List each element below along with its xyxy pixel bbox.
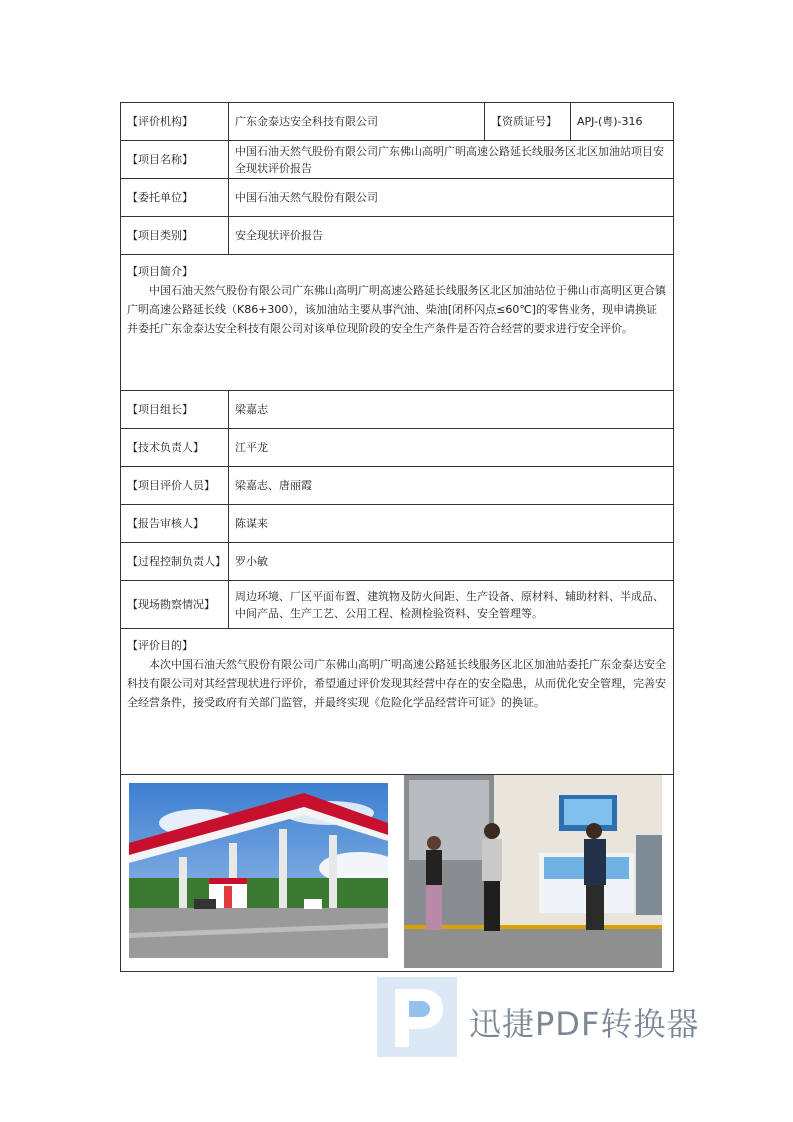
pdf-converter-logo-icon bbox=[377, 977, 457, 1057]
survey-label: 【现场勘察情况】 bbox=[121, 581, 229, 629]
intro-text: 中国石油天然气股份有限公司广东佛山高明广明高速公路延长线服务区北区加油站位于佛山市高明区更合镇广明高速公路延长线（K86+300），该加油站主要从事汽油、柴油[闭杯闪点≤60℃]的零售业务，现申请换证并委托广东金泰达安全科技有限公司对该单位现阶段的安全生产条件是否符合经营的要求进行安全评价。 bbox=[127, 284, 666, 335]
client-label: 【委托单位】 bbox=[121, 179, 229, 217]
process-label: 【过程控制负责人】 bbox=[121, 543, 229, 581]
site-photos bbox=[121, 775, 674, 972]
gas-station-photo bbox=[129, 783, 388, 958]
project-name-value: 中国石油天然气股份有限公司广东佛山高明广明高速公路延长线服务区北区加油站项目安全现状评价报告 bbox=[229, 141, 674, 179]
report-table bbox=[120, 102, 674, 972]
leader-label: 【项目组长】 bbox=[121, 391, 229, 429]
reviewer-value: 陈谋来 bbox=[229, 505, 674, 543]
evaluators-label: 【项目评价人员】 bbox=[121, 467, 229, 505]
project-name-label: 【项目名称】 bbox=[121, 141, 229, 179]
project-intro bbox=[121, 255, 674, 391]
watermark-text: 迅捷PDF转换器 bbox=[469, 1005, 700, 1043]
eval-purpose bbox=[121, 629, 674, 775]
site-inspection-photo bbox=[404, 775, 662, 968]
client-value: 中国石油天然气股份有限公司 bbox=[229, 179, 674, 217]
eval-org-label: 【评价机构】 bbox=[121, 103, 229, 141]
watermark bbox=[377, 977, 737, 1057]
cert-label: 【资质证号】 bbox=[485, 103, 571, 141]
purpose-title: 【评价目的】 bbox=[127, 639, 193, 652]
tech-label: 【技术负责人】 bbox=[121, 429, 229, 467]
eval-org-value: 广东金泰达安全科技有限公司 bbox=[229, 103, 485, 141]
leader-value: 梁嘉志 bbox=[229, 391, 674, 429]
category-label: 【项目类别】 bbox=[121, 217, 229, 255]
purpose-text: 本次中国石油天然气股份有限公司广东佛山高明广明高速公路延长线服务区北区加油站委托广东金泰达安全科技有限公司对其经营现状进行评价，希望通过评价发现其经营中存在的安全隐患，从而优化安全管理，完善安全经营条件，接受政府有关部门监管，并最终实现《危险化学品经营许可证》的换证。 bbox=[127, 658, 666, 709]
process-value: 罗小敏 bbox=[229, 543, 674, 581]
cert-value: APJ-(粤)-316 bbox=[571, 103, 674, 141]
reviewer-label: 【报告审核人】 bbox=[121, 505, 229, 543]
category-value: 安全现状评价报告 bbox=[229, 217, 674, 255]
evaluators-value: 梁嘉志、唐丽霞 bbox=[229, 467, 674, 505]
survey-value: 周边环境、厂区平面布置、建筑物及防火间距、生产设备、原材料、辅助材料、半成品、中间产品、生产工艺、公用工程、检测检验资料、安全管理等。 bbox=[229, 581, 674, 629]
intro-title: 【项目简介】 bbox=[127, 265, 193, 278]
tech-value: 江平龙 bbox=[229, 429, 674, 467]
